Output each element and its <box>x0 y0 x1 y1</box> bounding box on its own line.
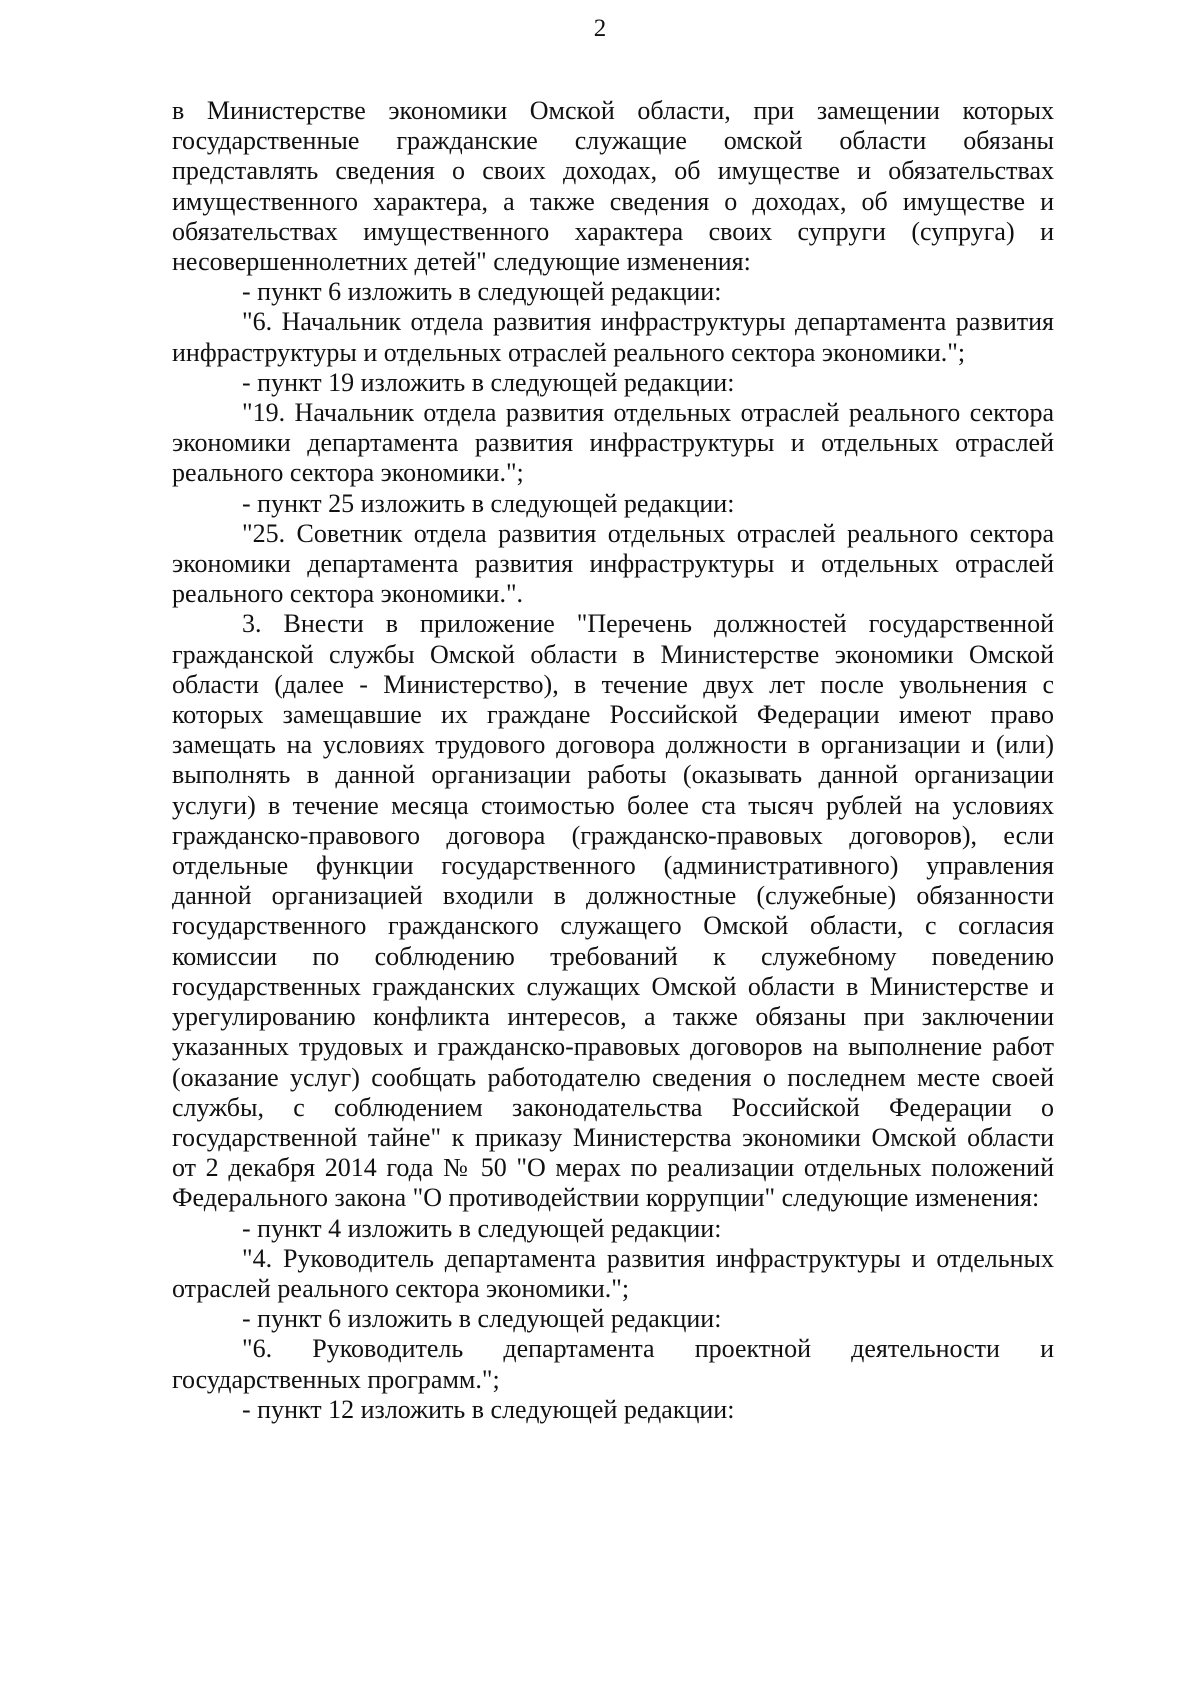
list-item-point-12: - пункт 12 изложить в следующей редакции: <box>242 1394 735 1424</box>
quote-point-19: "19. Начальник отдела развития отдельных отраслей реального сектора экономики департамента развития инфраструктуры и отдельных отраслей реального сектора экономики."; <box>172 398 1054 488</box>
paragraph-intro-continuation: в Министерстве экономики Омской области, при замещении которых государственные гражданские служащие омской области обязаны представлять сведения о своих доходах, об имуществе и обязательствах имущественного характера, а также сведения о доходах, об имуществе и обязательствах имущественного характера своих супруги (супруга) и несовершеннолетних детей" следующие изменения: <box>172 96 1054 277</box>
list-item-point-19: - пункт 19 изложить в следующей редакции: <box>242 367 735 397</box>
page-number: 2 <box>593 15 607 42</box>
quote-point-6-second: "6. Руководитель департамента проектной деятельности и государственных программ."; <box>172 1334 1054 1394</box>
list-item-point-25: - пункт 25 изложить в следующей редакции: <box>242 488 735 518</box>
quote-point-6: "6. Начальник отдела развития инфраструктуры департамента развития инфраструктуры и отдельных отраслей реального сектора экономики."; <box>172 307 1054 367</box>
list-item-point-6-second: - пункт 6 изложить в следующей редакции: <box>242 1304 722 1334</box>
list-item-point-6: - пункт 6 изложить в следующей редакции: <box>242 277 722 307</box>
quote-point-4: "4. Руководитель департамента развития инфраструктуры и отдельных отраслей реального сектора экономики."; <box>172 1243 1054 1303</box>
document-body <box>172 96 1054 1425</box>
quote-point-25: "25. Советник отдела развития отдельных отраслей реального сектора экономики департамента развития инфраструктуры и отдельных отраслей реального сектора экономики.". <box>172 518 1054 609</box>
list-item-point-4: - пункт 4 изложить в следующей редакции: <box>242 1213 722 1243</box>
paragraph-section-3: 3. Внести в приложение "Перечень должностей государственной гражданской службы Омской области в Министерстве экономики Омской области (далее - Министерство), в течение двух лет после увольнения с которых замещавшие их граждане Российской Федерации имеют право замещать на условиях трудового договора должности в организации и (или) выполнять в данной организации работы (оказывать данной организации услуги) в течение месяца стоимостью более ста тысяч рублей на условиях гражданско-правового договора (гражданско-правовых договоров), если отдельные функции государственного (административного) управления данной организацией входили в должностные (служебные) обязанности государственного гражданского служащего Омской области, с согласия комиссии по соблюдению требований к служебному поведению государственных гражданских служащих Омской области в Министерстве и урегулированию конфликта интересов, а также обязаны при заключении указанных трудовых и гражданско-правовых договоров на выполнение работ (оказание услуг) сообщать работодателю сведения о последнем месте своей службы, с соблюдением законодательства Российской Федерации о государственной тайне" к приказу Министерства экономики Омской области от 2 декабря 2014 года № 50 "О мерах по реализации отдельных положений Федерального закона "О противодействии коррупции" следующие изменения: <box>172 609 1054 1213</box>
